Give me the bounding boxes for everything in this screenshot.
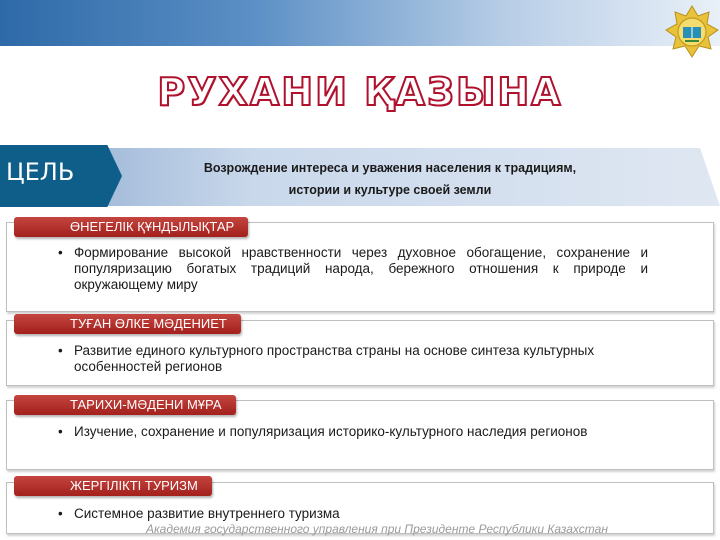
- section-body: [58, 343, 648, 375]
- section-text: Изучение, сохранение и популяризация историко-культурного наследия регионов: [74, 424, 588, 439]
- bullet-icon: •: [58, 424, 63, 439]
- bullet-icon: •: [58, 343, 63, 358]
- bullet-icon: •: [58, 245, 63, 260]
- section-heading: ӨНЕГЕЛІК ҚҰНДЫЛЫҚТАР: [14, 217, 248, 237]
- section-body: [58, 245, 648, 293]
- section-heading: ТУҒАН ӨЛКЕ МӘДЕНИЕТ: [14, 314, 241, 334]
- section-text: Системное развитие внутреннего туризма: [74, 506, 340, 521]
- gold-star-book-emblem-icon: [664, 4, 720, 60]
- goal-text-line-2: истории и культуре своей земли: [288, 183, 492, 197]
- section-body: [58, 424, 648, 440]
- section-heading: ТАРИХИ-МӘДЕНИ МҰРА: [14, 395, 236, 415]
- top-banner-bar: [0, 0, 720, 46]
- section-text: Развитие единого культурного пространства страны на основе синтеза культурных особенностей регионов: [74, 343, 595, 374]
- goal-text: [150, 157, 630, 201]
- footer-text: Академия государственного управления при Президенте Республики Казахстан: [146, 522, 608, 536]
- goal-label: ЦЕЛЬ: [6, 158, 75, 186]
- section-text: Формирование высокой нравственности через духовное обогащение, сохранение и популяризацию богатых традиций народа, бережного отношения к природе и окружающему миру: [74, 245, 648, 292]
- section-heading: ЖЕРГІЛІКТІ ТУРИЗМ: [14, 476, 212, 496]
- goal-text-line-1: Возрождение интереса и уважения населения к традициям,: [203, 161, 577, 175]
- bullet-icon: •: [58, 506, 63, 521]
- section-body: [58, 506, 648, 522]
- page-title: РУХАНИ ҚАЗЫНА: [157, 70, 563, 114]
